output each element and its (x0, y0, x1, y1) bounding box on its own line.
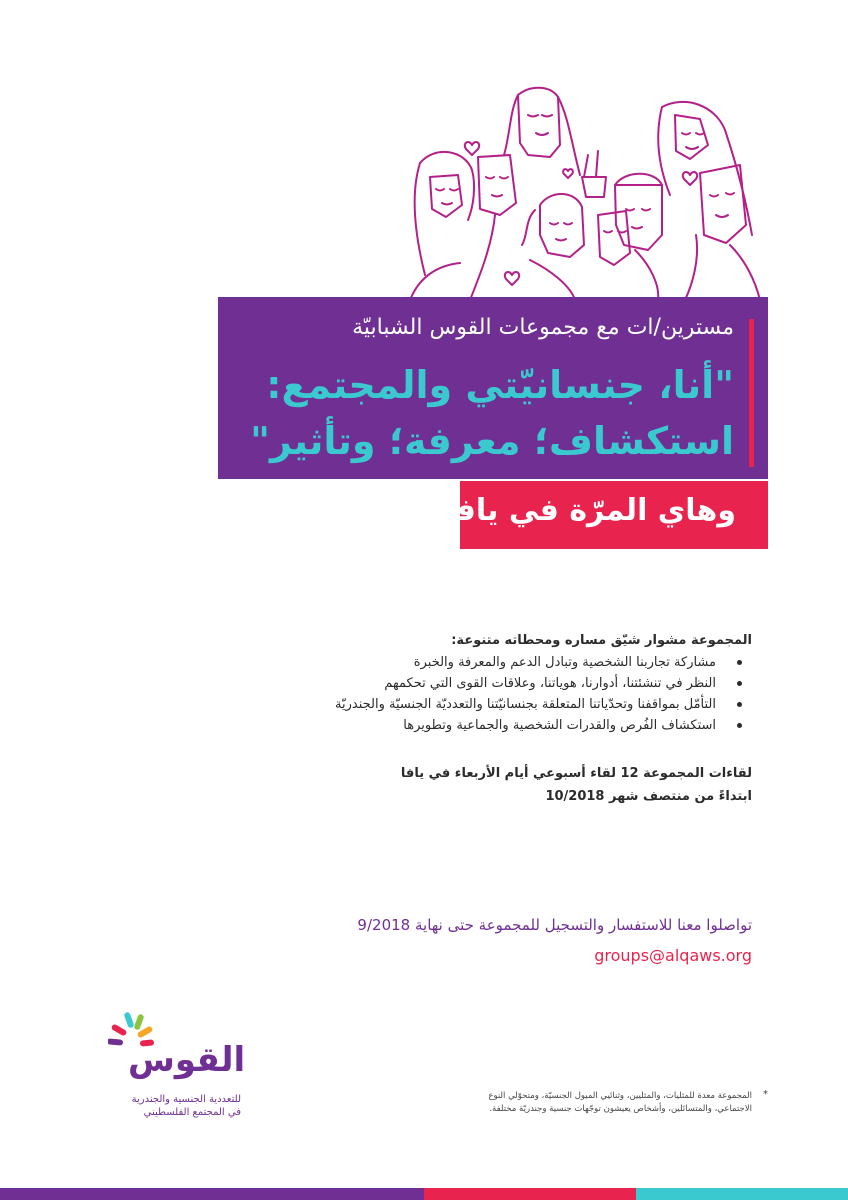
bottom-bar-segment (212, 1188, 424, 1200)
bottom-bar-segment (636, 1188, 848, 1200)
bottom-color-bar (0, 1188, 848, 1200)
footnote-text: المجموعة معدة للمثليات، والمثليين، وثنائيي الميول الجنسيّة، ومتحوّلي النوع الاجتماعي، والمتسائلين، وأشخاص يعيشون توجّهات جنسية وجندريّة مختلفة. (488, 1091, 752, 1114)
meetings-info (401, 762, 752, 808)
people-illustration (400, 85, 770, 300)
footnote-mark: * (763, 1089, 768, 1100)
bullet-icon (737, 681, 742, 686)
bullet-icon (737, 723, 742, 728)
list-item: مشاركة تجاربنا الشخصية وتبادل الدعم والمعرفة والخبرة (192, 652, 752, 673)
list-item: استكشاف الفُرص والقدرات الشخصية والجماعية وتطويرها (192, 715, 752, 736)
bullet-list (192, 652, 752, 736)
alqaws-logo (96, 1010, 246, 1120)
location-text: وهاي المرّة في يافا! (431, 493, 736, 528)
list-item: النظر في تنشئتنا، أدوارنا، هوياتنا، وعلاقات القوى التي تحكمهم (192, 673, 752, 694)
banner-subtitle: مسترين/ات مع مجموعات القوس الشبابيّة (352, 315, 734, 340)
list-item: التأمّل بمواقفنا وتحدّياتنا المتعلقة بجنسانيّتنا والتعدديّة الجنسيّة والجندريّة (192, 694, 752, 715)
description-section (192, 630, 752, 736)
meetings-line-1: لقاءات المجموعة 12 لقاء أسبوعي أيام الأربعاء في يافا (400, 766, 752, 781)
email-link[interactable]: groups@alqaws.org (594, 946, 752, 965)
meetings-line-2: ابتداءً من منتصف شهر 10/2018 (545, 789, 752, 804)
headline-line-1: "أنا، جنسانيّتي والمجتمع: (266, 363, 734, 407)
location-banner (431, 481, 768, 549)
bottom-bar-segment (424, 1188, 636, 1200)
bullet-icon (737, 660, 742, 665)
bottom-bar-segment (0, 1188, 212, 1200)
logo-tagline: للتعددية الجنسية والجندرية في المجتمع الفلسطيني (131, 1094, 241, 1118)
intro-text: المجموعة مشوار شيّق مساره ومحطاته متنوعة: (451, 633, 752, 648)
contact-text: تواصلوا معنا للاستفسار والتسجيل للمجموعة حتى نهاية 9/2018 (357, 916, 752, 934)
title-banner (218, 297, 768, 479)
headline-line-2: استكشاف؛ معرفة؛ وتأثير" (250, 419, 734, 463)
accent-bar (749, 319, 754, 467)
bullet-icon (737, 702, 742, 707)
banner-headline (250, 357, 734, 469)
logo-name: القوس (128, 1040, 246, 1080)
